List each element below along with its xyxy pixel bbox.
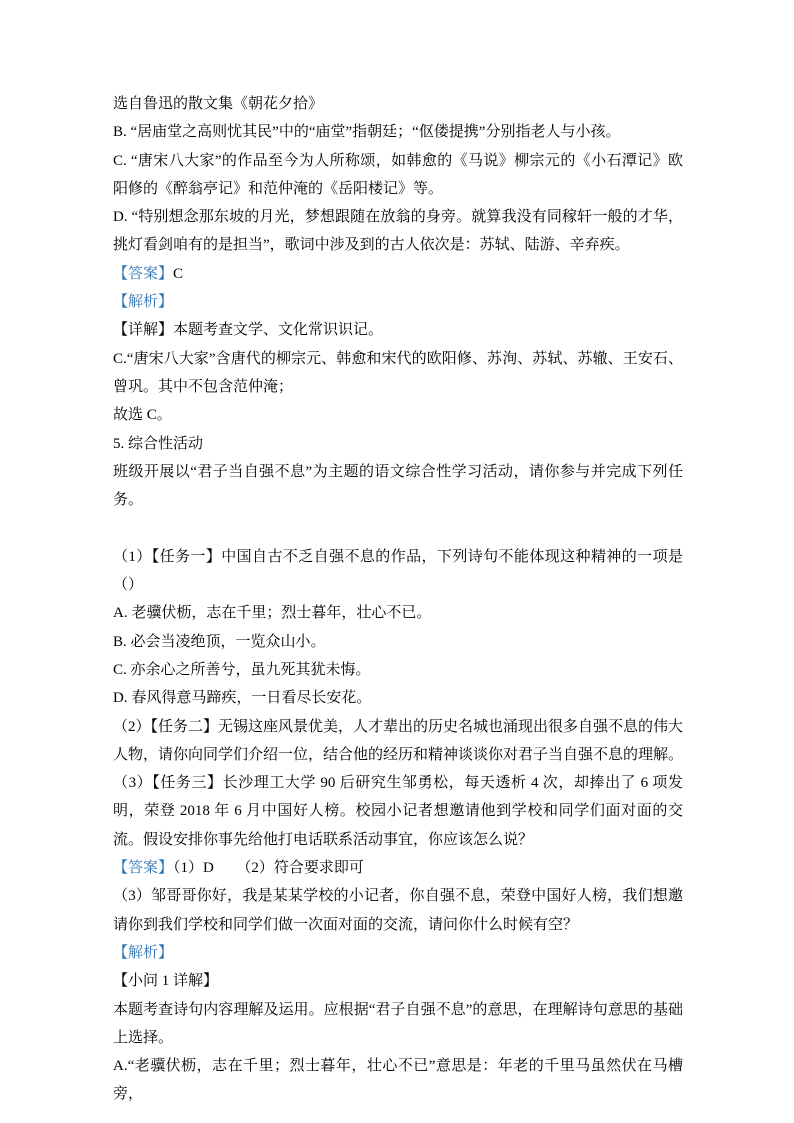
q4-analysis-line — [113, 288, 683, 316]
answer-tag: 【答案】 — [113, 265, 174, 282]
continuation-line: 选自鲁迅的散文集《朝花夕拾》 — [113, 96, 324, 112]
q4-answer-line — [113, 260, 683, 288]
task1-option-d: D. 春风得意马蹄疾，一日看尽长安花。 — [113, 690, 372, 707]
q4-option-c: C. “唐宋八大家”的作品至今为人所称颂，如韩愈的《马说》柳宗元的《小石潭记》欧阳修的《醉翁亭记》和范仲淹的《岳阳楼记》等。 — [113, 152, 683, 197]
q4-explanation-c: C.“唐宋八大家”含唐代的柳宗元、韩愈和宋代的欧阳修、苏洵、苏轼、苏辙、王安石、曾巩。其中不包含范仲淹； — [113, 350, 683, 395]
q5-task-3: （3）【任务三】长沙理工大学 90 后研究生邹勇松，每天透析 4 次，却捧出了 6 项发明，荣登 2018 年 6 月中国好人榜。校园小记者想邀请他到学校和同学们面对面的交流。假设安排你事先给他打电话联系活动事宜，你应该怎么说？ — [113, 775, 683, 848]
answer-value: （1）D （2）符合要求即可 — [173, 860, 364, 877]
subquestion-1-explanation: 本题考查诗句内容理解及运用。应根据“君子自强不息”的意思，在理解诗句意思的基础上选择。 — [113, 1001, 683, 1046]
answer-value: C — [173, 265, 184, 282]
answer-tag: 【答案】 — [113, 860, 174, 877]
q5-task-2: （2）【任务二】无锡这座风景优美，人才辈出的历史名城也涌现出很多自强不息的伟大人物，请你向同学们介绍一位，结合他的经历和精神谈谈你对君子当自强不息的理解。 — [113, 718, 684, 763]
task1-option-b: B. 必会当凌绝顶，一览众山小。 — [113, 633, 326, 650]
q4-conclusion: 故选 C。 — [113, 407, 172, 424]
subquestion-1-option-a-analysis: A.“老骥伏枥，志在千里；烈士暮年，壮心不已”意思是：年老的千里马虽然伏在马槽旁， — [113, 1058, 683, 1103]
analysis-tag: 【解析】 — [113, 294, 174, 311]
q4-detail-line: 【详解】本题考查文学、文化常识识记。 — [113, 322, 384, 339]
q5-answer-line — [113, 854, 683, 882]
task1-option-c: C. 亦余心之所善兮，虽九死其犹未悔。 — [113, 661, 371, 678]
analysis-tag: 【解析】 — [113, 944, 174, 961]
task1-option-a: A. 老骥伏枥，志在千里；烈士暮年，壮心不已。 — [113, 605, 432, 622]
blank-line — [113, 514, 683, 542]
q5-title: 5. 综合性活动 — [113, 435, 204, 452]
q5-answer-part3: （3）邹哥哥你好，我是某某学校的小记者，你自强不息，荣登中国好人榜，我们想邀请你到我们学校和同学们做一次面对面的交流，请问你什么时候有空？ — [113, 888, 683, 933]
q5-task-1: （1）【任务一】中国自古不乏自强不息的作品，下列诗句不能体现这种精神的一项是（） — [113, 548, 683, 594]
q5-analysis-line — [113, 939, 683, 967]
subquestion-1-detail-tag: 【小问 1 详解】 — [113, 973, 219, 990]
q4-option-b: B. “居庙堂之高则忧其民”中的“庙堂”指朝廷；“伛偻提携”分别指老人与小孩。 — [113, 124, 621, 141]
q5-intro: 班级开展以“君子当自强不息”为主题的语文综合性学习活动，请你参与并完成下列任务。 — [113, 463, 683, 509]
q4-option-d: D. “特别想念那东坡的月光，梦想跟随在放翁的身旁。就算我没有同稼轩一般的才华，挑灯看剑咱有的是担当”，歌词中涉及到的古人依次是：苏轼、陆游、辛弃疾。 — [113, 209, 683, 254]
